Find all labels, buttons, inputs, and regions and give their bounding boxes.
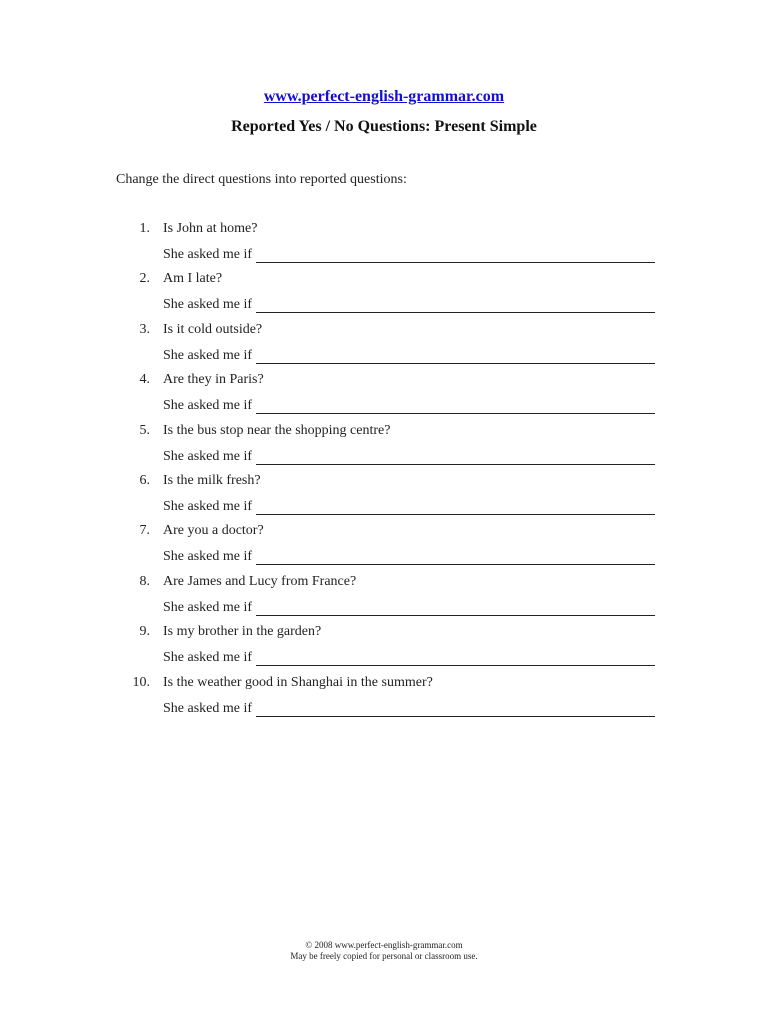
question-number: 9. — [139, 624, 150, 640]
answer-prefix: She asked me if — [163, 297, 253, 313]
question-text: Is the milk fresh? — [163, 472, 261, 488]
answer-row — [163, 497, 655, 517]
answer-field-4[interactable] — [256, 397, 655, 414]
answer-field-6[interactable] — [256, 498, 655, 515]
answer-field-8[interactable] — [256, 599, 655, 616]
answer-row — [163, 598, 655, 618]
question-text: Is John at home? — [163, 221, 258, 236]
question-number: 4. — [139, 372, 150, 388]
answer-field-2[interactable] — [256, 296, 655, 313]
question-item — [0, 471, 768, 521]
answer-row — [163, 648, 655, 668]
answer-row — [163, 245, 655, 265]
answer-prefix: She asked me if — [163, 700, 253, 716]
answer-field-3[interactable] — [256, 347, 655, 364]
question-number: 5. — [139, 422, 150, 438]
answer-row — [163, 295, 655, 315]
question-item — [0, 421, 768, 471]
question-number: 3. — [139, 321, 150, 337]
answer-prefix: She asked me if — [163, 247, 253, 262]
page-title: Reported Yes / No Questions: Present Simple — [231, 118, 537, 135]
footer-note: May be freely copied for personal or classroom use. — [290, 951, 478, 961]
answer-prefix: She asked me if — [163, 549, 253, 565]
question-number: 1. — [139, 221, 150, 236]
footer-copyright: © 2008 www.perfect-english-grammar.com — [305, 940, 463, 950]
answer-prefix: She asked me if — [163, 498, 253, 514]
answer-prefix: She asked me if — [163, 599, 253, 615]
answer-row — [163, 699, 655, 719]
site-link[interactable]: www.perfect-english-grammar.com — [263, 88, 505, 105]
answer-row — [163, 396, 655, 416]
question-item — [0, 269, 768, 319]
question-text: Am I late? — [163, 271, 223, 287]
question-item — [0, 320, 768, 370]
footer — [0, 940, 768, 962]
question-number: 6. — [139, 472, 150, 488]
question-list — [0, 219, 768, 723]
instructions-text: Change the direct questions into reported questions: — [116, 172, 407, 187]
answer-prefix: She asked me if — [163, 448, 253, 464]
question-item — [0, 572, 768, 622]
question-item — [0, 673, 768, 723]
answer-row — [163, 447, 655, 467]
question-text: Is it cold outside? — [163, 321, 263, 337]
question-number: 2. — [139, 271, 150, 287]
question-number: 10. — [132, 674, 150, 690]
question-item — [0, 370, 768, 420]
question-item — [0, 622, 768, 672]
question-number: 8. — [139, 573, 150, 589]
question-text: Are James and Lucy from France? — [163, 573, 357, 589]
answer-field-7[interactable] — [256, 548, 655, 565]
answer-field-1[interactable] — [256, 246, 655, 263]
answer-row — [163, 346, 655, 366]
answer-field-10[interactable] — [256, 700, 655, 717]
question-text: Is the weather good in Shanghai in the summer? — [163, 674, 433, 690]
answer-prefix: She asked me if — [163, 650, 253, 666]
answer-field-9[interactable] — [256, 649, 655, 666]
question-text: Is my brother in the garden? — [163, 624, 322, 640]
question-text: Are they in Paris? — [163, 372, 264, 388]
answer-row — [163, 547, 655, 567]
answer-prefix: She asked me if — [163, 347, 253, 363]
question-text: Is the bus stop near the shopping centre? — [163, 422, 391, 438]
answer-field-5[interactable] — [256, 448, 655, 465]
question-item — [0, 219, 768, 269]
question-item — [0, 521, 768, 571]
question-number: 7. — [139, 523, 150, 539]
answer-prefix: She asked me if — [163, 398, 253, 414]
question-text: Are you a doctor? — [163, 523, 264, 539]
